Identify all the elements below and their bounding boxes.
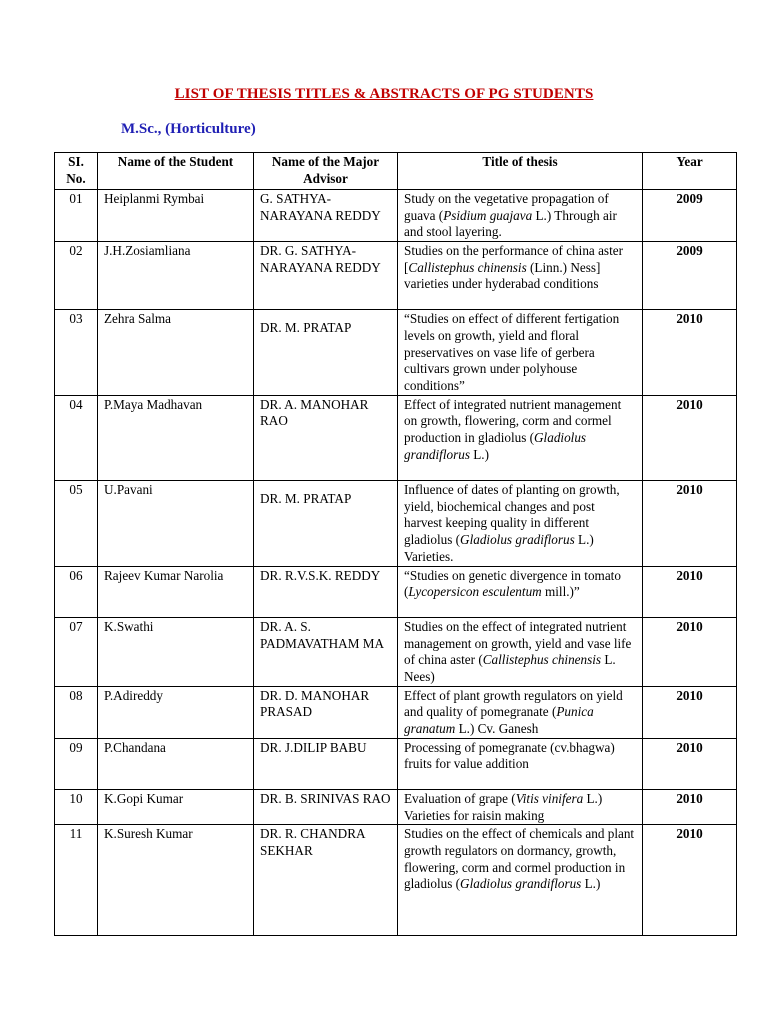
table-row [55,790,737,825]
table-row [55,738,737,789]
table-row [55,310,737,395]
cell-student-name: Rajeev Kumar Narolia [98,566,254,617]
cell-year: 2010 [643,738,737,789]
cell-thesis-title: Processing of pomegranate (cv.bhagwa) fruits for value addition [398,738,643,789]
thesis-table [54,152,737,936]
cell-sl-no: 04 [55,395,98,480]
document-subtitle: M.Sc., (Horticulture) [121,121,256,137]
cell-year: 2010 [643,790,737,825]
table-row [55,617,737,686]
cell-major-advisor: DR. M. PRATAP [254,481,398,566]
cell-major-advisor: DR. J.DILIP BABU [254,738,398,789]
cell-year: 2009 [643,242,737,310]
cell-student-name: K.Swathi [98,617,254,686]
cell-student-name: Heiplanmi Rymbai [98,190,254,242]
cell-major-advisor: DR. R.V.S.K. REDDY [254,566,398,617]
cell-student-name: P.Maya Madhavan [98,395,254,480]
cell-major-advisor: DR. M. PRATAP [254,310,398,395]
cell-student-name: Zehra Salma [98,310,254,395]
cell-major-advisor: DR. A. MANOHAR RAO [254,395,398,480]
cell-student-name: K.Gopi Kumar [98,790,254,825]
table-row [55,566,737,617]
cell-thesis-title: Evaluation of grape (Vitis vinifera L.) Varieties for raisin making [398,790,643,825]
cell-sl-no: 08 [55,686,98,738]
cell-thesis-title: Studies on the effect of chemicals and plant growth regulators on dormancy, growth, flowering, corm and cormel production in gladiolus (Gladiolus grandiflorus L.) [398,825,643,936]
header-major-advisor: Name of the Major Advisor [254,153,398,190]
cell-thesis-title: Influence of dates of planting on growth, yield, biochemical changes and post harvest keeping quality in different gladiolus (Gladiolus gradiflorus L.) Varieties. [398,481,643,566]
cell-thesis-title: Effect of plant growth regulators on yield and quality of pomegranate (Punica granatum L.) Cv. Ganesh [398,686,643,738]
cell-student-name: U.Pavani [98,481,254,566]
cell-thesis-title: Studies on the effect of integrated nutrient management on growth, yield and vase life of china aster (Callistephus chinensis L. Nees) [398,617,643,686]
cell-sl-no: 01 [55,190,98,242]
cell-year: 2010 [643,686,737,738]
header-thesis-title: Title of thesis [398,153,643,190]
table-row [55,190,737,242]
cell-student-name: P.Chandana [98,738,254,789]
cell-sl-no: 05 [55,481,98,566]
table-row [55,686,737,738]
table-row [55,242,737,310]
cell-student-name: K.Suresh Kumar [98,825,254,936]
cell-year: 2009 [643,190,737,242]
document-title: LIST OF THESIS TITLES & ABSTRACTS OF PG STUDENTS [174,86,594,102]
cell-major-advisor: DR. G. SATHYA-NARAYANA REDDY [254,242,398,310]
cell-thesis-title: Studies on the performance of china aster [Callistephus chinensis (Linn.) Ness] varieties under hyderabad conditions [398,242,643,310]
header-student-name: Name of the Student [98,153,254,190]
cell-sl-no: 06 [55,566,98,617]
cell-year: 2010 [643,395,737,480]
cell-thesis-title: Effect of integrated nutrient management on growth, flowering, corm and cormel production in gladiolus (Gladiolus grandiflorus L.) [398,395,643,480]
table-row [55,481,737,566]
header-sl-no: SI. No. [55,153,98,190]
cell-year: 2010 [643,310,737,395]
cell-student-name: P.Adireddy [98,686,254,738]
cell-major-advisor: DR. D. MANOHAR PRASAD [254,686,398,738]
header-year: Year [643,153,737,190]
cell-year: 2010 [643,566,737,617]
cell-thesis-title: Study on the vegetative propagation of guava (Psidium guajava L.) Through air and stool layering. [398,190,643,242]
cell-year: 2010 [643,825,737,936]
cell-sl-no: 07 [55,617,98,686]
cell-sl-no: 09 [55,738,98,789]
cell-thesis-title: “Studies on genetic divergence in tomato (Lycopersicon esculentum mill.)” [398,566,643,617]
cell-major-advisor: DR. A. S. PADMAVATHAM MA [254,617,398,686]
table-row [55,825,737,936]
cell-major-advisor: DR. B. SRINIVAS RAO [254,790,398,825]
cell-sl-no: 02 [55,242,98,310]
cell-sl-no: 03 [55,310,98,395]
table-row [55,395,737,480]
cell-year: 2010 [643,617,737,686]
table-header-row [55,153,737,190]
cell-sl-no: 11 [55,825,98,936]
cell-major-advisor: G. SATHYA-NARAYANA REDDY [254,190,398,242]
cell-sl-no: 10 [55,790,98,825]
cell-thesis-title: “Studies on effect of different fertigation levels on growth, yield and floral preservatives on vase life of gerbera cultivars grown under polyhouse conditions” [398,310,643,395]
cell-major-advisor: DR. R. CHANDRA SEKHAR [254,825,398,936]
cell-year: 2010 [643,481,737,566]
cell-student-name: J.H.Zosiamliana [98,242,254,310]
